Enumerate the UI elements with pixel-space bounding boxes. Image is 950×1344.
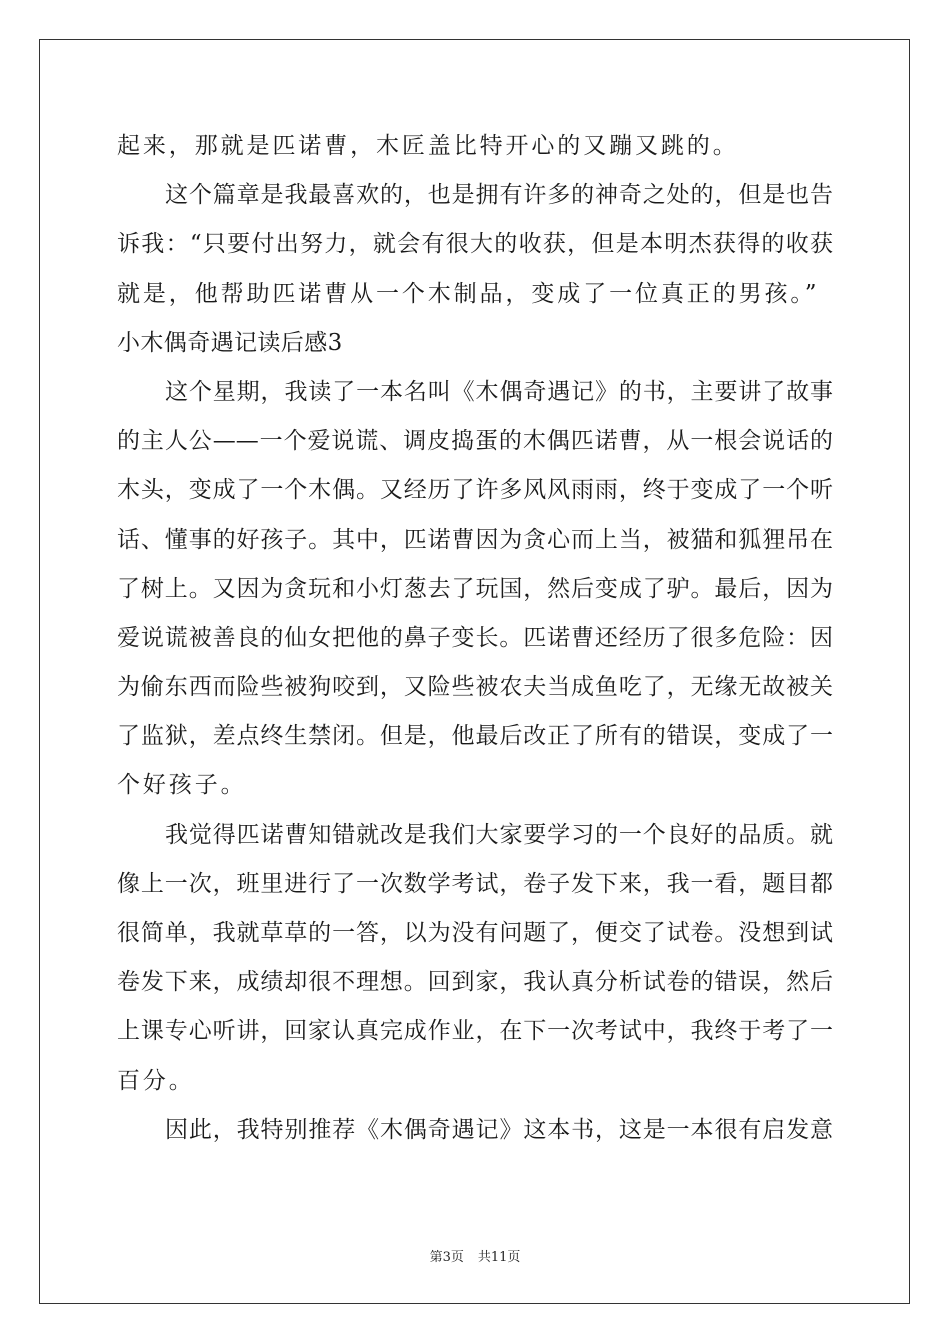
- paragraph-start-line: 这个星期，我读了一本名叫《木偶奇遇记》的书，主要讲了故事: [165, 378, 833, 405]
- text-line: 卷发下来，成绩却很不理想。回到家，我认真分析试卷的错误，然后: [117, 969, 833, 996]
- text-line: 很简单，我就草草的一答，以为没有问题了，便交了试卷。没想到试: [117, 920, 833, 946]
- text-line: 起来，那就是匹诺曹，木匠盖比特开心的又蹦又跳的。: [117, 133, 739, 159]
- page-footer: [0, 1246, 950, 1265]
- text-line: 了树上。又因为贪玩和小灯葱去了玩国，然后变成了驴。最后，因为: [117, 575, 833, 602]
- paragraph-start-line: 这个篇章是我最喜欢的，也是拥有许多的神奇之处的，但是也告: [165, 182, 833, 209]
- text-line: 就是，他帮助匹诺曹从一个木制品，变成了一位真正的男孩。”: [117, 280, 820, 307]
- text-line: 诉我：“只要付出努力，就会有很大的收获，但是本明杰获得的收获: [117, 231, 833, 258]
- text-line: 个好孩子。: [117, 772, 247, 799]
- text-line: 的主人公——一个爱说谎、调皮捣蛋的木偶匹诺曹，从一根会说话的: [117, 428, 833, 455]
- page-total: 共11页: [477, 1250, 521, 1265]
- text-line: 为偷东西而险些被狗咬到，又险些被农夫当成鱼吃了，无缘无故被关: [117, 674, 833, 701]
- text-line: 像上一次，班里进行了一次数学考试，卷子发下来，我一看，题目都: [117, 870, 833, 897]
- text-line: 爱说谎被善良的仙女把他的鼻子变长。匹诺曹还经历了很多危险：因: [117, 624, 833, 651]
- paragraph-start-line: 因此，我特别推荐《木偶奇遇记》这本书，这是一本很有启发意: [165, 1116, 833, 1143]
- text-line: 木头，变成了一个木偶。又经历了许多风风雨雨，终于变成了一个听: [117, 477, 833, 504]
- section-heading: 小木偶奇遇记读后感3: [117, 329, 343, 356]
- page-number: 第3页: [429, 1250, 464, 1265]
- text-line: 了监狱，差点终生禁闭。但是，他最后改正了所有的错误，变成了一: [117, 723, 833, 750]
- text-line: 上课专心听讲，回家认真完成作业，在下一次考试中，我终于考了一: [117, 1018, 833, 1045]
- text-line: 百分。: [117, 1067, 195, 1094]
- text-line: 话、懂事的好孩子。其中，匹诺曹因为贪心而上当，被猫和狐狸吊在: [117, 526, 833, 553]
- document-body: [117, 122, 833, 1155]
- paragraph-start-line: 我觉得匹诺曹知错就改是我们大家要学习的一个良好的品质。就: [165, 821, 833, 848]
